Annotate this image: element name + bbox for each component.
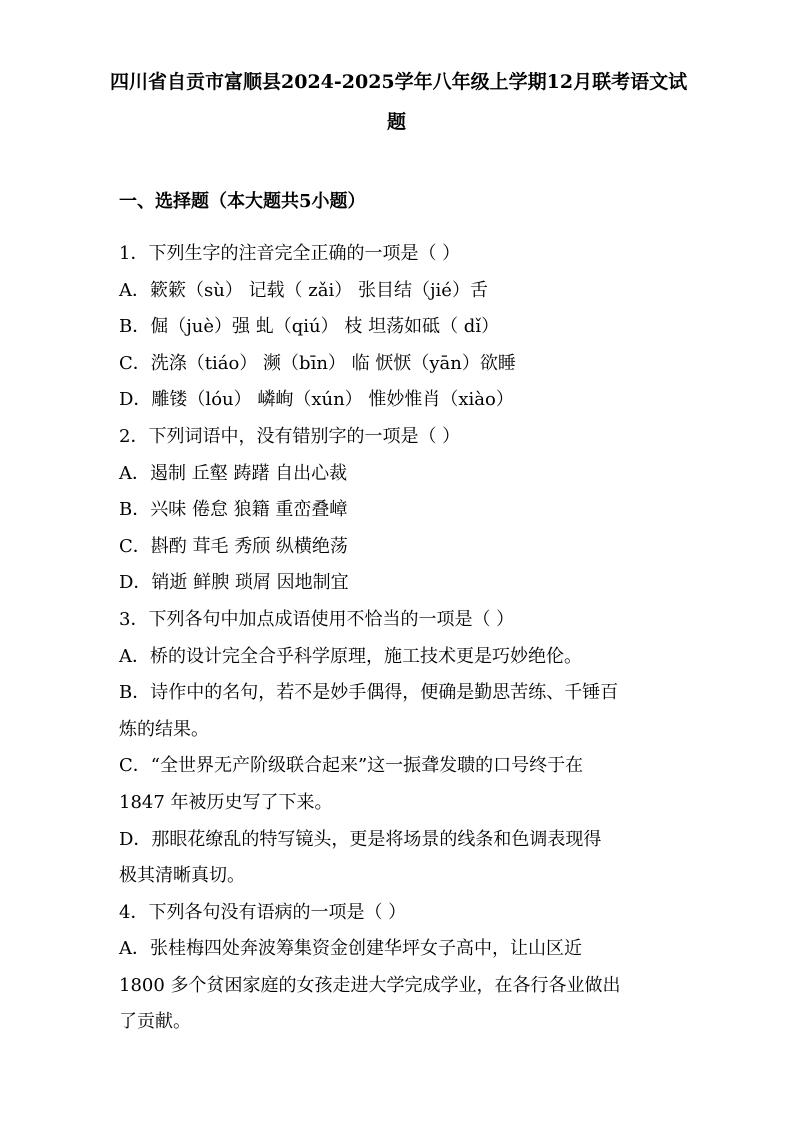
- question-1-option-c: C．洗涤（tiáo） 濒（bīn） 临 恹恹（yān）欲睡: [119, 352, 516, 374]
- question-3-option-b-cont: 炼的结果。: [119, 718, 209, 740]
- question-3-option-c: C．“全世界无产阶级联合起来”这一振聋发聩的口号终于在: [119, 755, 584, 777]
- question-content: [119, 236, 679, 1041]
- question-2-option-b: B．兴味 倦怠 狼籍 重峦叠嶂: [119, 499, 348, 521]
- document-title: [110, 62, 688, 142]
- title-line-1: 四川省自贡市富顺县2024-2025学年八年级上学期12月联考语文试: [110, 71, 688, 93]
- question-3-option-d: D．那眼花缭乱的特写镜头，更是将场景的线条和色调表现得: [119, 828, 602, 850]
- question-4-stem: 4．下列各句没有语病的一项是（ ）: [119, 901, 407, 923]
- section-heading: 一、选择题（本大题共5小题）: [119, 191, 366, 212]
- question-3-option-d-cont: 极其清晰真切。: [119, 865, 245, 887]
- question-2-option-a: A．遏制 丘壑 踌躇 自出心裁: [119, 462, 348, 484]
- title-line-2: 题: [386, 111, 406, 133]
- question-1-option-d: D．雕镂（lóu） 嶙峋（xún） 惟妙惟肖（xiào）: [119, 389, 514, 411]
- question-4-option-a: A．张桂梅四处奔波筹集资金创建华坪女子高中，让山区近: [119, 938, 582, 960]
- question-4-option-a-cont-2: 了贡献。: [119, 1011, 191, 1033]
- question-1-option-b: B．倔（juè）强 虬（qiú） 枝 坦荡如砥（ dǐ）: [119, 316, 500, 338]
- question-1-stem: 1．下列生字的注音完全正确的一项是（ ）: [119, 243, 461, 264]
- question-3-option-c-cont: 1847 年被历史写了下来。: [119, 791, 333, 813]
- question-2-option-c: C．斟酌 茸毛 秀颀 纵横绝荡: [119, 535, 348, 557]
- question-3-stem: 3．下列各句中加点成语使用不恰当的一项是（ ）: [119, 608, 515, 630]
- question-2-option-d: D．销逝 鲜腴 琐屑 因地制宜: [119, 572, 349, 594]
- question-3-option-a: A．桥的设计完全合乎科学原理，施工技术更是巧妙绝伦。: [119, 645, 582, 667]
- question-1-option-a: A．簌簌（sù） 记载（ zǎi） 张目结（jié）舌: [119, 279, 488, 301]
- question-2-stem: 2．下列词语中，没有错别字的一项是（ ）: [119, 425, 461, 447]
- question-3-option-b: B．诗作中的名句，若不是妙手偶得，便确是勤思苦练、千锤百: [119, 682, 619, 704]
- question-4-option-a-cont: 1800 多个贫困家庭的女孩走进大学完成学业，在各行各业做出: [119, 974, 621, 996]
